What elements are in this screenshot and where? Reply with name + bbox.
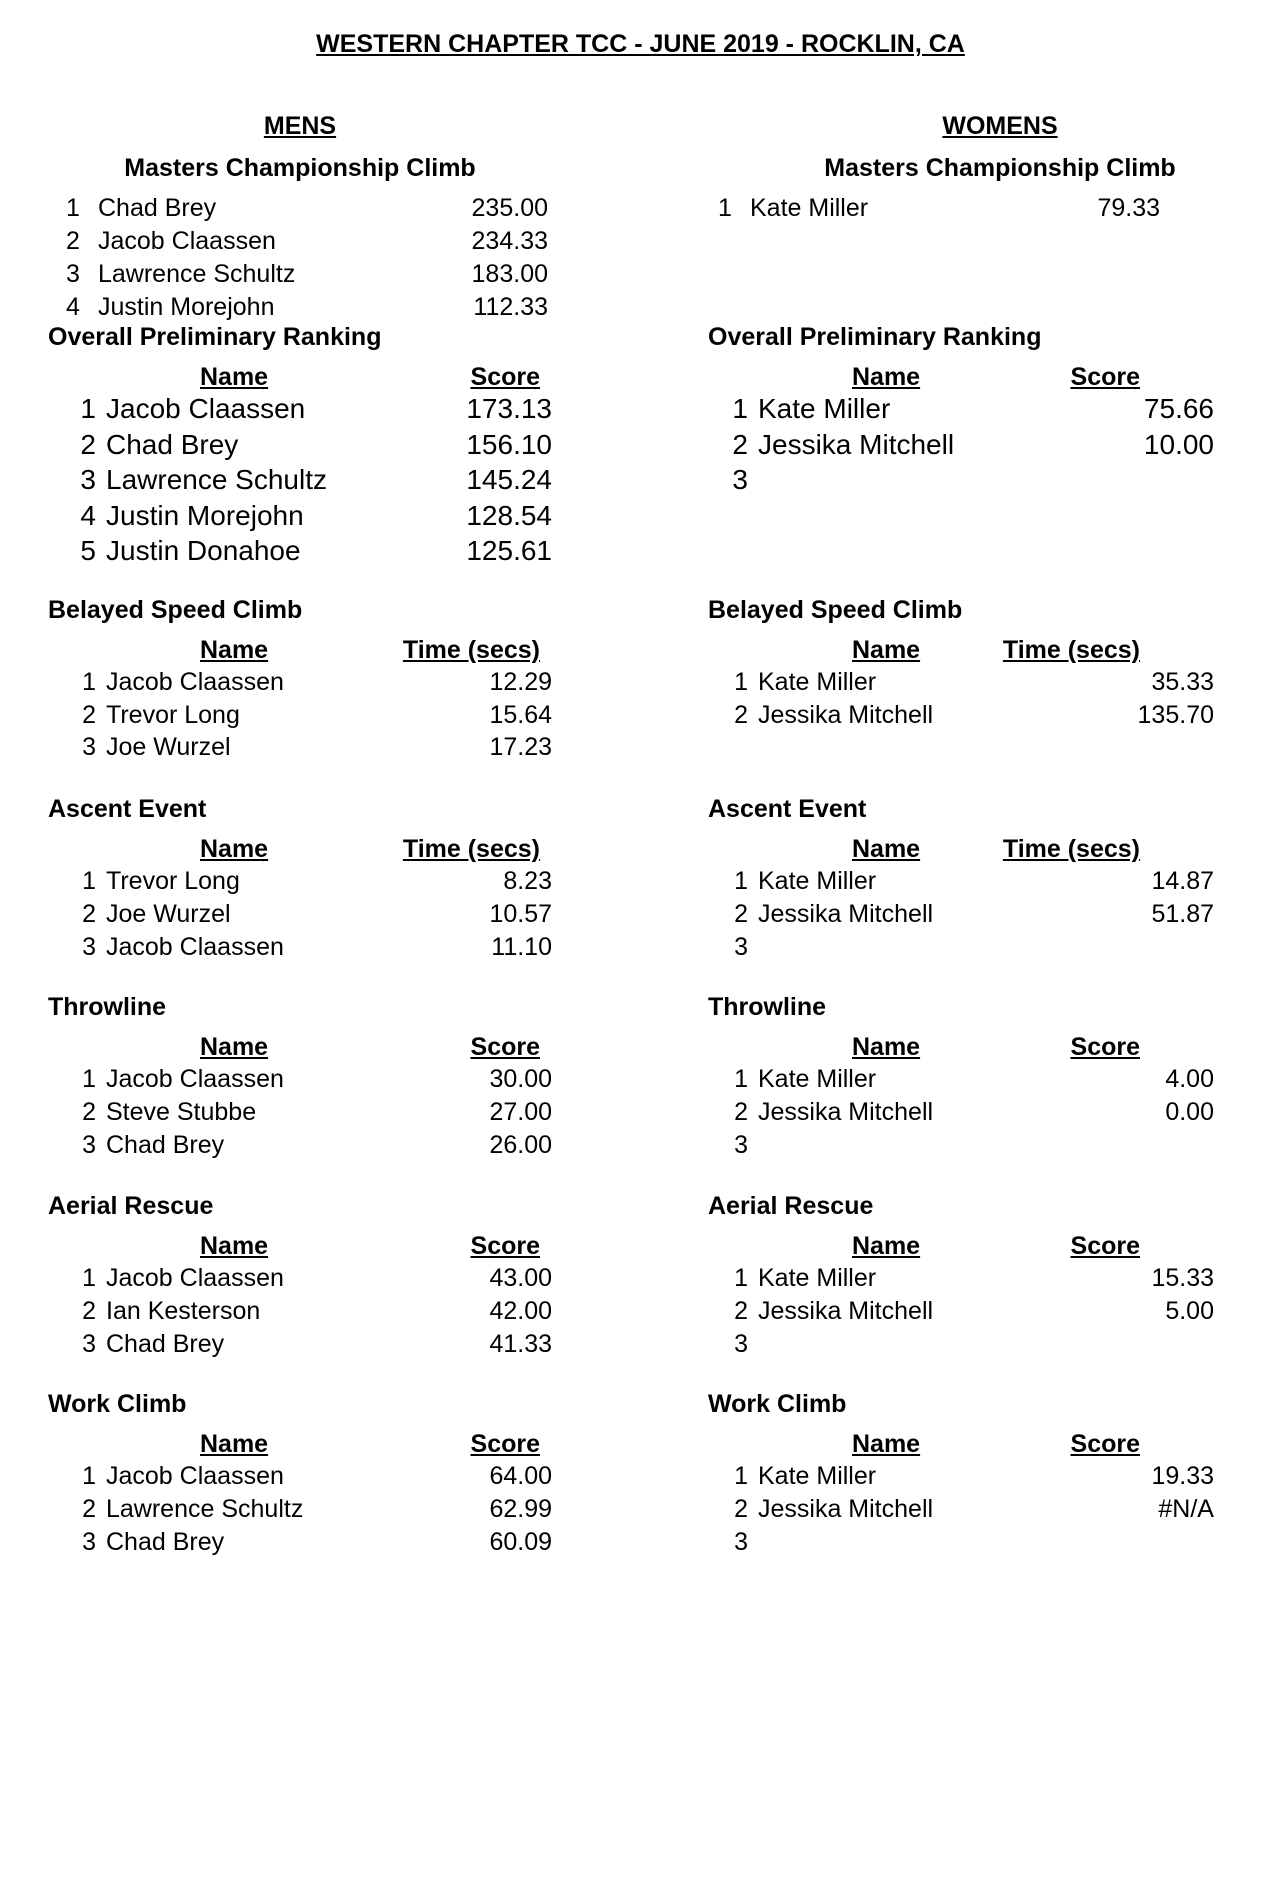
table-row bbox=[724, 460, 1224, 500]
competitor-name: Kate Miller bbox=[750, 194, 869, 222]
competitor-score: 156.10 bbox=[466, 428, 552, 460]
womens-masters-title: Masters Championship Climb bbox=[824, 154, 1176, 182]
rank-number: 2 bbox=[734, 1098, 748, 1126]
rank-number: 1 bbox=[734, 668, 748, 696]
name-column-header: Name bbox=[200, 1232, 269, 1260]
table-row bbox=[72, 425, 572, 465]
value-column-header: Score bbox=[470, 1430, 540, 1458]
competitor-name: Kate Miller bbox=[758, 668, 877, 696]
section-title: Overall Preliminary Ranking bbox=[48, 323, 382, 351]
competitor-score: 15.33 bbox=[1151, 1264, 1214, 1292]
rank-number: 3 bbox=[80, 464, 96, 495]
rank-number: 3 bbox=[82, 1131, 96, 1159]
rank-number: 1 bbox=[80, 393, 96, 424]
section-title: Aerial Rescue bbox=[48, 1192, 214, 1220]
rank-number: 2 bbox=[734, 1495, 748, 1523]
competitor-score: 51.87 bbox=[1151, 900, 1214, 928]
table-row bbox=[724, 425, 1224, 465]
rank-number: 3 bbox=[734, 933, 748, 961]
value-column-header: Score bbox=[1070, 1033, 1140, 1061]
rank-number: 3 bbox=[82, 1528, 96, 1556]
competitor-score: 112.33 bbox=[473, 293, 548, 321]
table-row bbox=[72, 496, 572, 536]
competitor-score: 64.00 bbox=[489, 1462, 552, 1490]
competitor-name: Justin Morejohn bbox=[98, 293, 275, 321]
section-title: Ascent Event bbox=[708, 795, 867, 823]
value-column-header: Time (secs) bbox=[1002, 636, 1140, 664]
competitor-score: 11.10 bbox=[491, 933, 552, 961]
rank-number: 2 bbox=[82, 1098, 96, 1126]
competitor-score: 173.13 bbox=[466, 393, 552, 424]
mens-masters-row bbox=[58, 287, 558, 327]
competitor-score: 15.64 bbox=[489, 700, 552, 729]
table-row bbox=[72, 389, 572, 429]
competitor-name: Jacob Claassen bbox=[106, 1065, 284, 1093]
rank-number: 1 bbox=[82, 867, 96, 895]
competitor-score: 10.57 bbox=[489, 900, 552, 928]
section-title: Throwline bbox=[708, 993, 827, 1021]
rank-number: 1 bbox=[82, 668, 96, 696]
rank-number: 2 bbox=[80, 428, 96, 460]
competitor-name: Chad Brey bbox=[106, 1131, 225, 1159]
competitor-name: Ian Kesterson bbox=[106, 1297, 261, 1325]
table-row bbox=[72, 927, 572, 967]
competitor-name: Jacob Claassen bbox=[106, 1264, 284, 1292]
competitor-score: 42.00 bbox=[489, 1297, 552, 1325]
competitor-name: Joe Wurzel bbox=[106, 900, 231, 928]
competitor-score: 4.00 bbox=[1165, 1065, 1214, 1093]
competitor-name: Jacob Claassen bbox=[98, 227, 276, 255]
name-column-header: Name bbox=[852, 1033, 921, 1061]
rank-number: 5 bbox=[80, 535, 96, 566]
rank-number: 1 bbox=[732, 393, 748, 424]
competitor-score: 12.29 bbox=[489, 668, 552, 696]
table-row bbox=[724, 1125, 1224, 1165]
competitor-name: Lawrence Schultz bbox=[98, 260, 296, 288]
rank-number: 1 bbox=[734, 1264, 748, 1292]
table-row bbox=[72, 531, 572, 571]
rank-number: 1 bbox=[734, 1462, 748, 1490]
competitor-name: Justin Morejohn bbox=[106, 499, 304, 531]
table-row bbox=[724, 695, 1224, 735]
rank-number: 2 bbox=[734, 1297, 748, 1325]
competitor-name: Justin Donahoe bbox=[106, 535, 301, 566]
rank-number: 4 bbox=[80, 499, 96, 531]
section-title: Throwline bbox=[48, 993, 167, 1021]
competitor-name: Joe Wurzel bbox=[106, 733, 231, 761]
rank-number: 1 bbox=[82, 1264, 96, 1292]
table-row bbox=[72, 1125, 572, 1165]
rank-number: 3 bbox=[732, 464, 748, 495]
competitor-score: 135.70 bbox=[1137, 700, 1214, 729]
competitor-score: 17.23 bbox=[489, 733, 552, 761]
name-column-header: Name bbox=[852, 363, 921, 391]
competitor-score: 75.66 bbox=[1143, 393, 1214, 424]
rank-number: 3 bbox=[82, 933, 96, 961]
mens-heading: MENS bbox=[263, 112, 337, 140]
competitor-score: 0.00 bbox=[1165, 1098, 1214, 1126]
competitor-score: 145.24 bbox=[466, 464, 552, 495]
value-column-header: Score bbox=[470, 1033, 540, 1061]
value-column-header: Score bbox=[1070, 1430, 1140, 1458]
competitor-score: 234.33 bbox=[471, 227, 548, 255]
name-column-header: Name bbox=[852, 835, 921, 863]
rank-number: 2 bbox=[82, 1297, 96, 1325]
competitor-name: Chad Brey bbox=[106, 1528, 225, 1556]
rank-number: 3 bbox=[734, 1131, 748, 1159]
name-column-header: Name bbox=[852, 1430, 921, 1458]
competitor-name: Jacob Claassen bbox=[106, 668, 284, 696]
competitor-score: 41.33 bbox=[489, 1330, 552, 1358]
section-title: Ascent Event bbox=[48, 795, 207, 823]
competitor-score: 10.00 bbox=[1143, 428, 1214, 460]
table-row bbox=[72, 1522, 572, 1562]
table-row bbox=[724, 927, 1224, 967]
competitor-name: Kate Miller bbox=[758, 393, 891, 424]
value-column-header: Time (secs) bbox=[402, 636, 540, 664]
rank-number: 1 bbox=[734, 867, 748, 895]
section-title: Aerial Rescue bbox=[708, 1192, 874, 1220]
value-column-header: Time (secs) bbox=[402, 835, 540, 863]
table-row bbox=[724, 389, 1224, 429]
rank-number: 2 bbox=[732, 428, 748, 460]
competitor-name: Lawrence Schultz bbox=[106, 1495, 304, 1523]
competitor-name: Kate Miller bbox=[758, 1065, 877, 1093]
name-column-header: Name bbox=[200, 1033, 269, 1061]
section-title: Overall Preliminary Ranking bbox=[708, 323, 1042, 351]
womens-column bbox=[640, 0, 1280, 1887]
section-title: Belayed Speed Climb bbox=[708, 596, 963, 624]
competitor-name: Jessika Mitchell bbox=[758, 700, 934, 729]
mens-masters-title: Masters Championship Climb bbox=[124, 154, 476, 182]
value-column-header: Score bbox=[470, 363, 540, 391]
table-row bbox=[72, 727, 572, 767]
competitor-score: 8.23 bbox=[503, 867, 552, 895]
competitor-score: 128.54 bbox=[466, 499, 552, 531]
competitor-name: Jessika Mitchell bbox=[758, 1495, 934, 1523]
competitor-score: 125.61 bbox=[466, 535, 552, 566]
competitor-score: 35.33 bbox=[1151, 668, 1214, 696]
competitor-score: #N/A bbox=[1158, 1495, 1214, 1523]
rank-number: 3 bbox=[734, 1330, 748, 1358]
value-column-header: Score bbox=[470, 1232, 540, 1260]
rank-number: 2 bbox=[66, 227, 80, 255]
competitor-score: 27.00 bbox=[489, 1098, 552, 1126]
competitor-name: Kate Miller bbox=[758, 867, 877, 895]
rank-number: 2 bbox=[734, 900, 748, 928]
rank-number: 1 bbox=[82, 1065, 96, 1093]
competitor-score: 14.87 bbox=[1151, 867, 1214, 895]
competitor-score: 235.00 bbox=[471, 194, 548, 222]
value-column-header: Time (secs) bbox=[1002, 835, 1140, 863]
page-title: WESTERN CHAPTER TCC - JUNE 2019 - ROCKLIN, CA bbox=[316, 30, 965, 58]
rank-number: 2 bbox=[82, 700, 96, 729]
competitor-name: Kate Miller bbox=[758, 1462, 877, 1490]
competitor-name: Jacob Claassen bbox=[106, 393, 306, 424]
competitor-name: Kate Miller bbox=[758, 1264, 877, 1292]
name-column-header: Name bbox=[852, 1232, 921, 1260]
competitor-name: Chad Brey bbox=[106, 1330, 225, 1358]
competitor-name: Jessika Mitchell bbox=[758, 1098, 934, 1126]
competitor-name: Jacob Claassen bbox=[106, 933, 284, 961]
rank-number: 1 bbox=[734, 1065, 748, 1093]
table-row bbox=[72, 1324, 572, 1364]
competitor-score: 183.00 bbox=[471, 260, 548, 288]
competitor-name: Chad Brey bbox=[98, 194, 217, 222]
competitor-name: Jessika Mitchell bbox=[758, 428, 955, 460]
name-column-header: Name bbox=[852, 636, 921, 664]
womens-masters-row bbox=[710, 188, 1210, 228]
section-title: Work Climb bbox=[708, 1390, 847, 1418]
table-row bbox=[724, 1324, 1224, 1364]
section-title: Belayed Speed Climb bbox=[48, 596, 303, 624]
rank-number: 3 bbox=[82, 733, 96, 761]
competitor-score: 26.00 bbox=[489, 1131, 552, 1159]
competitor-score: 30.00 bbox=[489, 1065, 552, 1093]
rank-number: 4 bbox=[66, 293, 80, 321]
competitor-name: Steve Stubbe bbox=[106, 1098, 257, 1126]
name-column-header: Name bbox=[200, 1430, 269, 1458]
rank-number: 2 bbox=[82, 900, 96, 928]
value-column-header: Score bbox=[1070, 1232, 1140, 1260]
competitor-score: 43.00 bbox=[489, 1264, 552, 1292]
competitor-name: Trevor Long bbox=[106, 867, 240, 895]
name-column-header: Name bbox=[200, 363, 269, 391]
rank-number: 1 bbox=[66, 194, 80, 222]
competitor-name: Jessika Mitchell bbox=[758, 900, 934, 928]
rank-number: 1 bbox=[82, 1462, 96, 1490]
competitor-score: 79.33 bbox=[1097, 194, 1160, 222]
competitor-name: Jacob Claassen bbox=[106, 1462, 284, 1490]
mens-column bbox=[0, 0, 640, 1887]
competitor-score: 62.99 bbox=[489, 1495, 552, 1523]
competitor-score: 60.09 bbox=[489, 1528, 552, 1556]
name-column-header: Name bbox=[200, 835, 269, 863]
value-column-header: Score bbox=[1070, 363, 1140, 391]
rank-number: 3 bbox=[734, 1528, 748, 1556]
competitor-name: Lawrence Schultz bbox=[106, 464, 328, 495]
rank-number: 3 bbox=[82, 1330, 96, 1358]
competitor-score: 19.33 bbox=[1151, 1462, 1214, 1490]
competitor-score: 5.00 bbox=[1165, 1297, 1214, 1325]
competitor-name: Trevor Long bbox=[106, 700, 240, 729]
competitor-name: Jessika Mitchell bbox=[758, 1297, 934, 1325]
rank-number: 2 bbox=[82, 1495, 96, 1523]
rank-number: 2 bbox=[734, 700, 748, 729]
rank-number: 1 bbox=[718, 194, 732, 222]
name-column-header: Name bbox=[200, 636, 269, 664]
table-row bbox=[724, 1522, 1224, 1562]
rank-number: 3 bbox=[66, 260, 80, 288]
section-title: Work Climb bbox=[48, 1390, 187, 1418]
womens-heading: WOMENS bbox=[942, 112, 1058, 140]
competitor-name: Chad Brey bbox=[106, 428, 239, 460]
table-row bbox=[72, 460, 572, 500]
